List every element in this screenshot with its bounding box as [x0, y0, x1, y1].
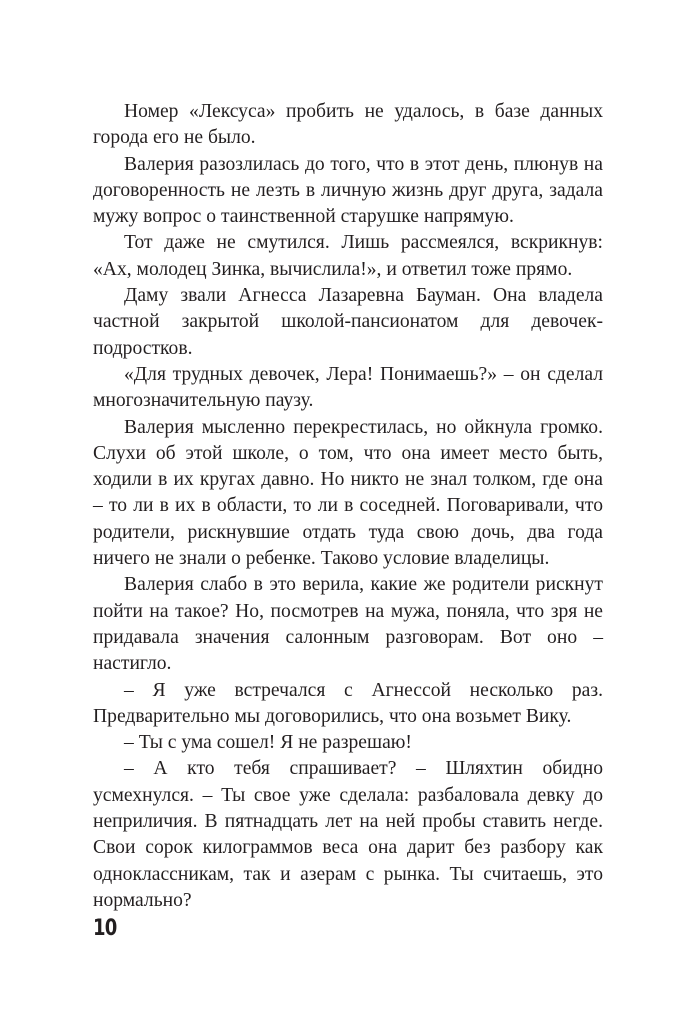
paragraph: Даму звали Агнесса Лазаревна Бауман. Она владела частной закрытой школой-пансионатом для девочек-подростков. [93, 285, 603, 359]
paragraph: Тот даже не смутился. Лишь рассмеялся, вскрикнув: «Ах, молодец Зинка, вычислила!», и ответил тоже прямо. [93, 232, 603, 280]
paragraph: Номер «Лексуса» пробить не удалось, в базе данных города его не было. [93, 101, 603, 149]
paragraph: Валерия мысленно перекрестилась, но ойкнула громко. Слухи об этой школе, о том, что она имеет место быть, ходили в их кругах давно. Но никто не знал толком, где она – то ли в их в области, то ли в соседней. Поговаривали, что родители, рискнувшие отдать туда свою дочь, два года ничего не знали о ребенке. Таково условие владелицы. [93, 416, 603, 570]
paragraph: – Я уже встречался с Агнессой несколько раз. Предварительно мы договорились, что она возьмет Вику. [93, 679, 603, 727]
paragraph: – А кто тебя спрашивает? – Шляхтин обидно усмехнулся. – Ты свое уже сделала: разбаловала девку до неприличия. В пятнадцать лет на ней пробы ставить негде. Свои сорок килограммов веса она дарит без разбору как одноклассникам, так и азерам с рынка. Ты считаешь, это нормально? [93, 758, 603, 911]
paragraph: Валерия разозлилась до того, что в этот день, плюнув на договоренность не лезть в личную жизнь друг друга, задала мужу вопрос о таинственной старушке напрямую. [93, 153, 603, 228]
page-number: 10 [93, 916, 117, 941]
paragraph: – Ты с ума сошел! Я не разрешаю! [124, 732, 412, 754]
body-text [93, 99, 603, 914]
paragraph: Валерия слабо в это верила, какие же родители рискнут пойти на такое? Но, посмотрев на мужа, поняла, что зря не придавала значения салонным разговорам. Вот оно – настигло. [93, 574, 603, 675]
paragraph: «Для трудных девочек, Лера! Понимаешь?» – он сделал многозначительную паузу. [93, 363, 603, 412]
